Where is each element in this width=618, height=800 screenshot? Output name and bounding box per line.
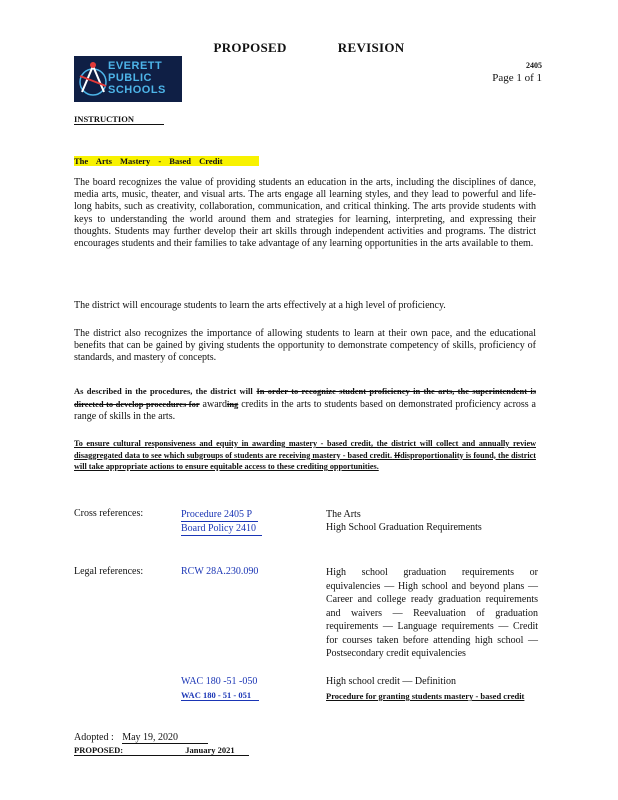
p5-struck: If bbox=[394, 450, 401, 460]
p4-struck-text: In order to recognize student proficiency in the arts, the superintendent is directed to develop procedures for bbox=[74, 386, 537, 410]
title-proposed: PROPOSED bbox=[213, 40, 287, 55]
adopted-line bbox=[74, 732, 208, 743]
xref-title-2: High School Graduation Requirements bbox=[326, 522, 482, 533]
p4-award: award bbox=[202, 399, 227, 411]
adopted-date: May 19, 2020 bbox=[122, 732, 208, 744]
paragraph-5 bbox=[74, 438, 536, 473]
section-heading: INSTRUCTION bbox=[74, 114, 164, 125]
legal-link-wac-050[interactable]: WAC 180 -51 -050 bbox=[181, 676, 258, 687]
legal-references-label: Legal references: bbox=[74, 566, 144, 577]
p4-rest-text: credits in the arts to students based on demonstrated proficiency across a range of skills in the arts. bbox=[74, 399, 536, 423]
document-title bbox=[0, 40, 618, 56]
logo-line-2: PUBLIC bbox=[108, 72, 152, 84]
cross-references-titles bbox=[326, 508, 482, 534]
paragraph-3: The district also recognizes the importance of allowing students to learn at their own pace, and the educational benefits that can be gained by giving students the opportunity to demonstrate competency of skills, proficiency of standards, and mastery of concepts. bbox=[74, 328, 536, 364]
legal-rcw-description: High school graduation requirements or equivalencies — High school and beyond plans — Career and college ready graduation requirements and waivers — Reevaluation of graduation requirements — Language requirements — Credit for courses taken before attending high school — Postsecondary credit equivalencies bbox=[326, 567, 538, 659]
legal-link-rcw[interactable]: RCW 28A.230.090 bbox=[181, 566, 259, 577]
legal-link-wac-051[interactable]: WAC 180 - 51 - 051 bbox=[181, 690, 259, 701]
xref-link-procedure[interactable]: Procedure 2405 P bbox=[181, 508, 258, 522]
cross-references-links bbox=[181, 508, 262, 536]
p5-text-a: To ensure cultural responsiveness and equity in awarding mastery - based credit, the district will collect and annually review disaggregated data to see which subgroups of students are receiving mastery - based credit. bbox=[74, 439, 536, 460]
logo-line-3: SCHOOLS bbox=[108, 84, 166, 96]
adopted-label: Adopted : bbox=[74, 732, 114, 743]
legal-wac-050-description: High school credit — Definition bbox=[326, 676, 456, 687]
paragraph-4 bbox=[74, 385, 536, 424]
logo-figure-icon bbox=[76, 56, 110, 102]
title-revision: REVISION bbox=[337, 40, 405, 55]
page-number: Page 1 of 1 bbox=[492, 72, 542, 84]
school-logo bbox=[74, 56, 182, 102]
cross-references-label: Cross references: bbox=[74, 508, 144, 519]
p4-struck-ing: ing bbox=[226, 399, 239, 410]
xref-title-1: The Arts bbox=[326, 509, 361, 520]
logo-line-1: EVERETT bbox=[108, 60, 163, 72]
proposed-label: PROPOSED: bbox=[74, 745, 124, 755]
p5-text-b: disproportionality is found, the district will take appropriate actions to ensure equitable access to these crediting opportunities. bbox=[74, 450, 536, 471]
paragraph-2: The district will encourage students to learn the arts effectively at a high level of proficiency. bbox=[74, 300, 446, 311]
page-info bbox=[492, 60, 542, 84]
policy-title-text: The Arts Mastery - Based Credit bbox=[74, 156, 259, 166]
policy-title bbox=[74, 156, 259, 166]
policy-code: 2405 bbox=[526, 61, 542, 70]
xref-link-board-policy[interactable]: Board Policy 2410 bbox=[181, 522, 262, 536]
legal-wac-051-description: Procedure for granting students mastery - based credit bbox=[326, 691, 525, 701]
proposed-date: January 2021 bbox=[185, 745, 235, 755]
paragraph-1: The board recognizes the value of providing students an education in the arts, including the disciplines of dance, media arts, music, theater, and visual arts. The arts engage all learning styles, and they lead to powerful and life-long habits, such as creativity, collaboration, communication, and critical thinking. The arts provide students with keys to understanding the world around them and strategies for learning, interpreting, and expressing their thoughts. Students may further develop their art skills through independent activities and programs. The district encourages students and their families to take advantage of any learning opportunities in the arts available to them. bbox=[74, 177, 536, 250]
proposed-line bbox=[74, 745, 249, 756]
p4-kept-text: As described in the procedures, the district will bbox=[74, 386, 253, 396]
